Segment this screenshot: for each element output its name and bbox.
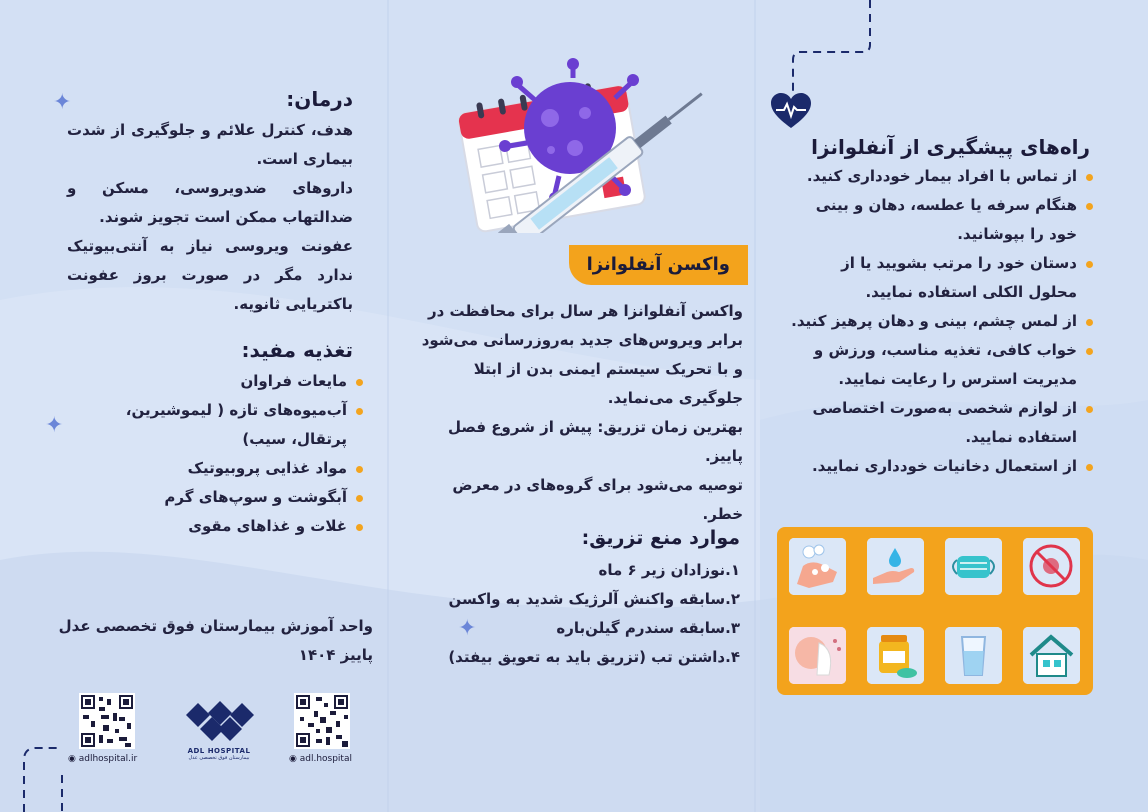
footer-credit <box>43 612 373 670</box>
vaccine-paragraph: بهترین زمان تزریق: پیش از شروع فصل پاییز. <box>448 418 743 465</box>
sneeze-icon <box>789 627 846 684</box>
list-item: ۱.نوزادان زیر ۶ ماه <box>598 561 740 579</box>
logo-mark <box>178 695 260 743</box>
home-icon <box>1023 627 1080 684</box>
vaccine-paragraph: واکسن آنفلوانزا هر سال برای محافظت در برابر ویروس‌های جدید به‌روزرسانی می‌شود و با تحریک سیستم ایمنی بدن از ابتلا جلوگیری می‌نماید. <box>421 302 743 407</box>
department-name: واحد آموزش بیمارستان فوق تخصصی عدل <box>58 617 373 635</box>
vaccine-description <box>408 297 743 529</box>
prevention-title: راه‌های پیشگیری از آنفلوانزا <box>811 135 1090 159</box>
list-item: آبگوشت و سوپ‌های گرم <box>73 483 363 512</box>
sparkle-icon: ✦ <box>458 616 477 641</box>
list-item: ۴.داشتن تب (تزریق باید به تعویق بیفتد) <box>448 648 740 666</box>
treatment-title: درمان: <box>286 87 353 111</box>
virus-syringe-illustration <box>455 58 705 233</box>
treatment-paragraph: داروهای ضدویروسی، مسکن و ضدالتهاب ممکن است تجویز شوند. <box>67 179 353 226</box>
list-item: خواب کافی، تغذیه مناسب، ورزش و مدیریت استرس را رعایت نمایید. <box>788 336 1093 394</box>
hospital-logo <box>178 695 260 765</box>
qr-code-left[interactable] <box>79 693 135 749</box>
logo-text: ADL HOSPITAL <box>187 747 251 755</box>
list-item: از لمس چشم، بینی و دهان پرهیز کنید. <box>788 307 1093 336</box>
no-virus-icon <box>1023 538 1080 595</box>
treatment-description <box>67 116 353 319</box>
water-glass-icon <box>945 627 1002 684</box>
qr-code-right[interactable] <box>294 693 350 749</box>
nutrition-list <box>73 367 363 541</box>
logo-subtext: بیمارستان فوق تخصصی عدل <box>188 755 250 761</box>
hand-drop-icon <box>867 538 924 595</box>
list-item: از استعمال دخانیات خودداری نمایید. <box>788 452 1093 481</box>
treatment-paragraph: هدف، کنترل علائم و جلوگیری از شدت بیماری است. <box>67 121 353 168</box>
season-year: پاییز ۱۴۰۴ <box>298 646 373 664</box>
list-item: مایعات فراوان <box>73 367 363 396</box>
list-item: آب‌میوه‌های تازه ( لیموشیرین، پرتقال، سیب) <box>73 396 363 454</box>
globe-icon: ◉ <box>68 754 76 764</box>
list-item: از لوازم شخصی به‌صورت اختصاصی استفاده نمایید. <box>788 394 1093 452</box>
nutrition-title: تغذیه مفید: <box>241 338 353 362</box>
list-item: ۲.سابقه واکنش آلرژیک شدید به واکسن <box>448 590 740 608</box>
list-item: غلات و غذاهای مقوی <box>73 512 363 541</box>
icon-grid <box>777 527 1093 695</box>
heart-pulse-icon <box>770 92 812 130</box>
list-item: مواد غذایی پروبیوتیک <box>73 454 363 483</box>
contraindications-title: موارد منع تزریق: <box>581 527 740 549</box>
treatment-paragraph: عفونت ویروسی نیاز به آنتی‌بیوتیک ندارد مگر در صورت بروز عفونت باکتریایی ثانویه. <box>67 237 353 313</box>
list-item: ۳.سابقه سندرم گیلن‌باره <box>556 619 740 637</box>
contraindications-list <box>405 556 740 672</box>
list-item: از تماس با افراد بیمار خودداری کنید. <box>788 162 1093 191</box>
list-item: دستان خود را مرتب بشویید یا از محلول الکلی استفاده نمایید. <box>788 249 1093 307</box>
sparkle-icon: ✦ <box>53 90 72 115</box>
hand-wash-icon <box>789 538 846 595</box>
instagram-icon: ◉ <box>289 754 297 764</box>
list-item: هنگام سرفه یا عطسه، دهان و بینی خود را بپوشانید. <box>788 191 1093 249</box>
website-link[interactable]: ◉ adlhospital.ir <box>68 754 138 764</box>
mask-icon <box>945 538 1002 595</box>
vaccine-banner: واکسن آنفلوانزا <box>569 245 748 285</box>
instagram-link[interactable]: ◉ adl.hospital <box>289 754 352 764</box>
vaccine-paragraph: توصیه می‌شود برای گروه‌های در معرض خطر. <box>452 476 743 523</box>
vitamin-c-icon <box>867 627 924 684</box>
sparkle-icon: ✦ <box>45 413 64 438</box>
prevention-list <box>788 162 1093 481</box>
